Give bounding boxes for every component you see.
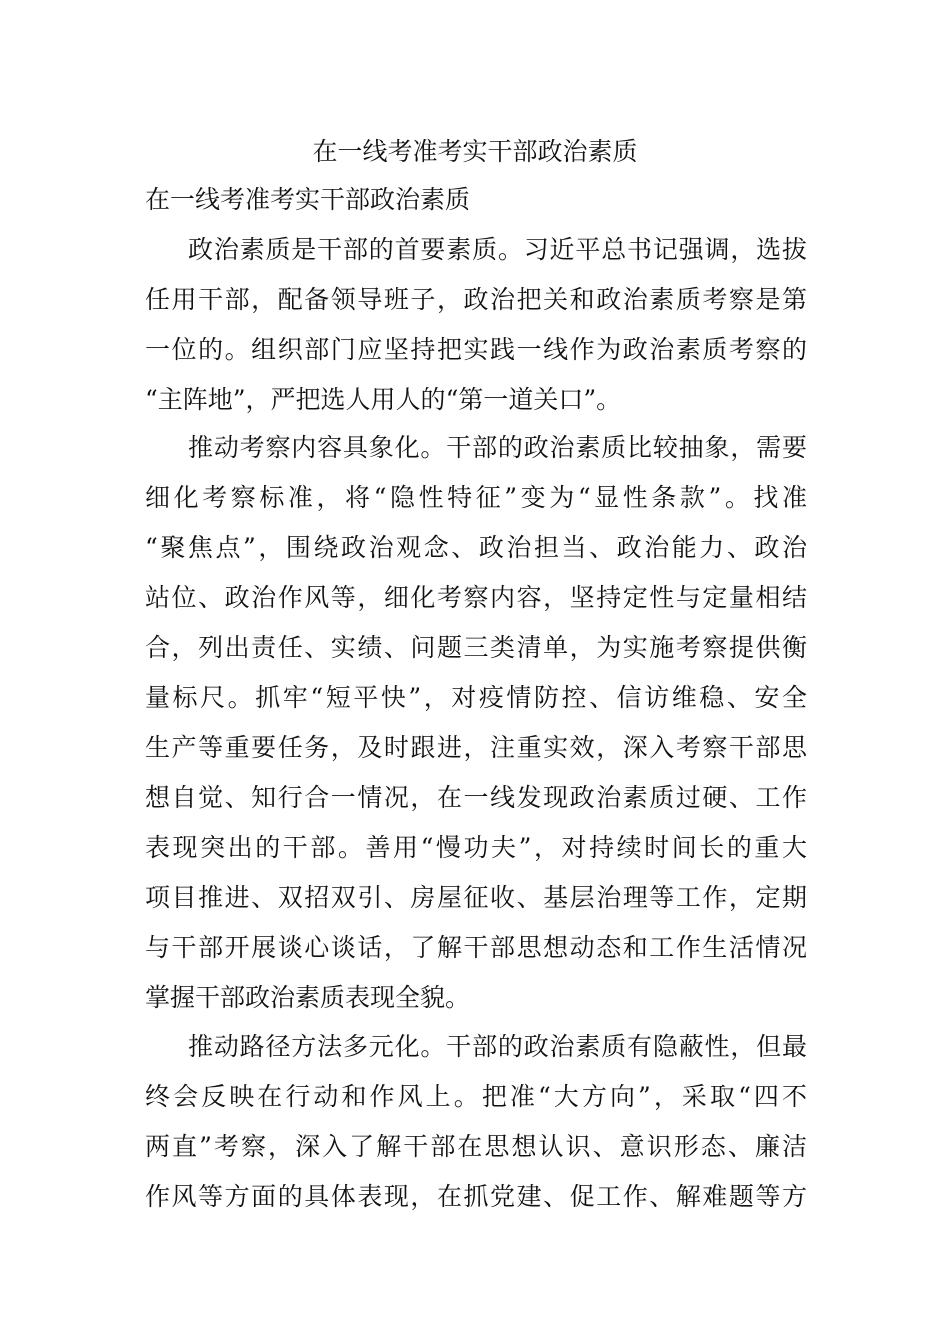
- paragraph-line: “主阵地”，严把选人用人的“第一道关口”。: [145, 385, 622, 414]
- paragraph-line: 量标尺。抓牢“短平快”，对疫情防控、信访维稳、安全: [145, 683, 807, 712]
- paragraph-line: 掌握干部政治素质表现全貌。: [145, 983, 471, 1012]
- paragraph-line: 与干部开展谈心谈话，了解干部思想动态和工作生活情况: [145, 933, 807, 962]
- paragraph-line: 细化考察标准，将“隐性特征”变为“显性条款”。找准: [145, 483, 807, 512]
- paragraph-2: [145, 423, 807, 1023]
- paragraph-line: 生产等重要任务，及时跟进，注重实效，深入考察干部思: [145, 733, 807, 762]
- paragraph-line: 两直”考察，深入了解干部在思想认识、意识形态、廉洁: [145, 1132, 807, 1161]
- paragraph-line: 表现突出的干部。善用“慢功夫”，对持续时间长的重大: [145, 833, 807, 862]
- paragraph-line: 推动路径方法多元化。干部的政治素质有隐蔽性，但最: [188, 1032, 807, 1061]
- paragraph-line: 想自觉、知行合一情况，在一线发现政治素质过硬、工作: [145, 783, 807, 812]
- paragraph-3: [145, 1022, 807, 1222]
- paragraph-line: 一位的。组织部门应坚持把实践一线作为政治素质考察的: [145, 335, 807, 364]
- paragraph-line: 项目推进、双招双引、房屋征收、基层治理等工作，定期: [145, 883, 807, 912]
- paragraph-line: 站位、政治作风等，细化考察内容，坚持定性与定量相结: [145, 583, 807, 612]
- document-title: 在一线考准考实干部政治素质: [312, 137, 638, 166]
- paragraph-line: 任用干部，配备领导班子，政治把关和政治素质考察是第: [145, 285, 807, 314]
- paragraph-1: [145, 225, 807, 425]
- paragraph-line: 政治素质是干部的首要素质。习近平总书记强调，选拔: [188, 235, 807, 264]
- paragraph-line: 合，列出责任、实绩、问题三类清单，为实施考察提供衡: [145, 633, 807, 662]
- paragraph-line: “聚焦点”，围绕政治观念、政治担当、政治能力、政治: [145, 533, 807, 562]
- paragraph-line: 作风等方面的具体表现，在抓党建、促工作、解难题等方: [145, 1182, 807, 1211]
- document-subtitle: 在一线考准考实干部政治素质: [145, 185, 471, 214]
- paragraph-line: 终会反映在行动和作风上。把准“大方向”，采取“四不: [145, 1082, 807, 1111]
- paragraph-line: 推动考察内容具象化。干部的政治素质比较抽象，需要: [188, 433, 807, 462]
